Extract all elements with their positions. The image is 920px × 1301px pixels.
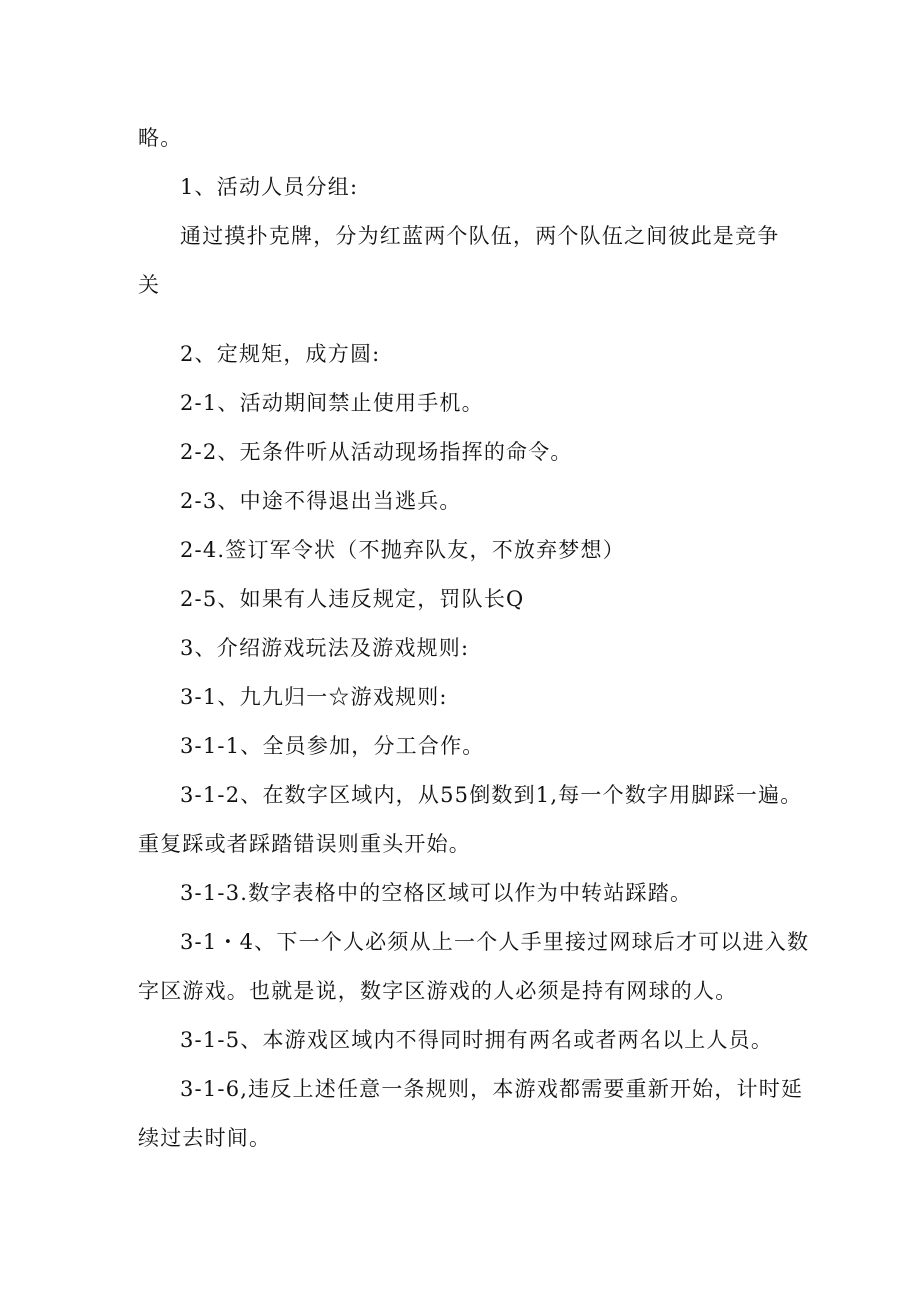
text-line: 2-5、如果有人违反规定，罚队长Q	[180, 587, 525, 611]
text-line: 3-1-6,违反上述任意一条规则，本游戏都需要重新开始，计时延	[180, 1077, 804, 1101]
text-line: 2-3、中途不得退出当逃兵。	[180, 489, 462, 513]
text-line: 2-1、活动期间禁止使用手机。	[180, 391, 484, 415]
text-line: 3-1-2、在数字区域内，从55倒数到1,每一个数字用脚踩一遍。	[180, 783, 803, 807]
text-line: 2-2、无条件听从活动现场指挥的命令。	[180, 440, 573, 464]
text-line: 字区游戏。也就是说，数字区游戏的人必须是持有网球的人。	[138, 979, 738, 1003]
text-line: 通过摸扑克牌，分为红蓝两个队伍，两个队伍之间彼此是竞争	[180, 224, 780, 248]
text-line: 重复踩或者踩踏错误则重头开始。	[138, 832, 471, 856]
text-line: 2、定规矩，成方圆:	[180, 342, 381, 366]
text-line: 3-1・4、下一个人必须从上一个人手里接过网球后才可以进入数	[180, 930, 810, 954]
text-line: 1、活动人员分组:	[180, 175, 359, 199]
text-line: 3-1-3.数字表格中的空格区域可以作为中转站踩踏。	[180, 881, 693, 905]
text-line: 续过去时间。	[138, 1126, 272, 1150]
text-line: 略。	[138, 126, 183, 150]
text-line: 3-1、九九归一☆游戏规则:	[180, 685, 448, 709]
text-line: 3-1-1、全员参加，分工合作。	[180, 734, 485, 758]
text-line: 3、介绍游戏玩法及游戏规则:	[180, 636, 470, 660]
text-line: 2-4.签订军令状（不抛弃队友，不放弃梦想）	[180, 538, 625, 562]
text-line: 3-1-5、本游戏区域内不得同时拥有两名或者两名以上人员。	[180, 1028, 774, 1052]
text-line: 关	[138, 273, 161, 297]
